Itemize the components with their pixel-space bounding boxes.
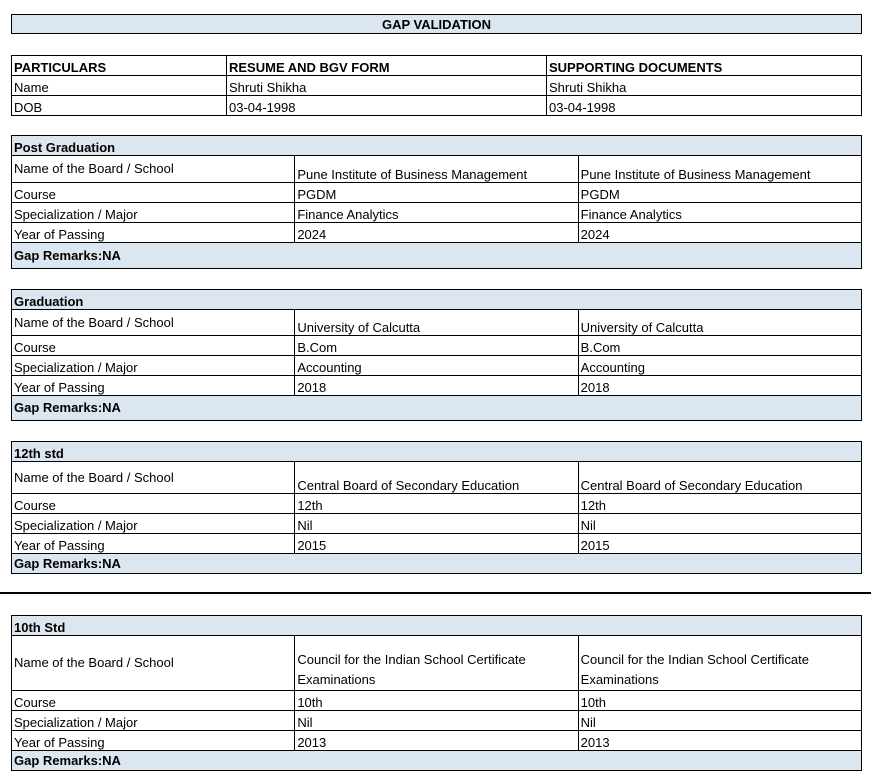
section-12th-std (11, 441, 862, 574)
year-resume: 2013 (295, 731, 578, 751)
table-row (12, 76, 862, 96)
course-docs: 12th (578, 494, 861, 514)
header-particulars: PARTICULARS (12, 56, 227, 76)
year-docs: 2013 (578, 731, 861, 751)
course-label: Course (12, 183, 295, 203)
year-docs: 2024 (578, 223, 861, 243)
year-resume: 2015 (295, 534, 578, 554)
header-row (12, 56, 862, 76)
table-row (12, 534, 862, 554)
dob-resume: 03-04-1998 (227, 96, 547, 116)
table-row (12, 731, 862, 751)
board-label: Name of the Board / School (12, 310, 295, 336)
board-resume: Pune Institute of Business Management (295, 156, 578, 183)
section-heading-row (12, 290, 862, 310)
year-docs: 2015 (578, 534, 861, 554)
section-graduation (11, 289, 862, 421)
gap-remarks-row (12, 243, 862, 269)
spec-label: Specialization / Major (12, 711, 295, 731)
board-resume: Central Board of Secondary Education (295, 462, 578, 494)
section-heading-row (12, 136, 862, 156)
table-row (12, 636, 862, 691)
course-label: Course (12, 336, 295, 356)
table-row (12, 310, 862, 336)
name-resume: Shruti Shikha (227, 76, 547, 96)
spec-label: Specialization / Major (12, 356, 295, 376)
header-resume: RESUME AND BGV FORM (227, 56, 547, 76)
table-row (12, 462, 862, 494)
gap-remarks-row (12, 396, 862, 421)
table-row (12, 336, 862, 356)
gap-remarks: Gap Remarks:NA (12, 751, 862, 771)
spec-docs: Nil (578, 514, 861, 534)
year-label: Year of Passing (12, 223, 295, 243)
year-resume: 2018 (295, 376, 578, 396)
table-row (12, 711, 862, 731)
section-heading: 10th Std (12, 616, 862, 636)
spec-docs: Finance Analytics (578, 203, 861, 223)
section-heading: Post Graduation (12, 136, 862, 156)
name-docs: Shruti Shikha (547, 76, 862, 96)
spec-resume: Finance Analytics (295, 203, 578, 223)
spec-label: Specialization / Major (12, 203, 295, 223)
table-row (12, 203, 862, 223)
course-label: Course (12, 691, 295, 711)
board-docs: Council for the Indian School Certificate Examinations (578, 636, 861, 691)
table-row (12, 691, 862, 711)
page-title: GAP VALIDATION (11, 14, 862, 34)
section-heading: Graduation (12, 290, 862, 310)
table-row (12, 514, 862, 534)
board-resume: Council for the Indian School Certificate Examinations (295, 636, 578, 691)
table-row (12, 356, 862, 376)
year-label: Year of Passing (12, 534, 295, 554)
board-resume: University of Calcutta (295, 310, 578, 336)
course-resume: 12th (295, 494, 578, 514)
name-label: Name (12, 76, 227, 96)
gap-remarks-row (12, 554, 862, 574)
year-label: Year of Passing (12, 376, 295, 396)
table-row (12, 494, 862, 514)
gap-remarks-row (12, 751, 862, 771)
board-docs: University of Calcutta (578, 310, 861, 336)
dob-docs: 03-04-1998 (547, 96, 862, 116)
spec-resume: Nil (295, 711, 578, 731)
spec-docs: Nil (578, 711, 861, 731)
gap-remarks: Gap Remarks:NA (12, 243, 862, 269)
section-post-graduation (11, 135, 862, 269)
course-docs: PGDM (578, 183, 861, 203)
year-docs: 2018 (578, 376, 861, 396)
board-label: Name of the Board / School (12, 636, 295, 691)
section-10th-std (11, 615, 862, 771)
personal-table (11, 55, 862, 116)
year-resume: 2024 (295, 223, 578, 243)
dob-label: DOB (12, 96, 227, 116)
gap-remarks: Gap Remarks:NA (12, 396, 862, 421)
course-resume: 10th (295, 691, 578, 711)
gap-remarks: Gap Remarks:NA (12, 554, 862, 574)
course-docs: B.Com (578, 336, 861, 356)
course-resume: B.Com (295, 336, 578, 356)
page-divider (0, 592, 871, 594)
board-docs: Central Board of Secondary Education (578, 462, 861, 494)
course-label: Course (12, 494, 295, 514)
section-heading-row (12, 616, 862, 636)
table-row (12, 156, 862, 183)
table-row (12, 96, 862, 116)
course-docs: 10th (578, 691, 861, 711)
year-label: Year of Passing (12, 731, 295, 751)
spec-resume: Accounting (295, 356, 578, 376)
spec-docs: Accounting (578, 356, 861, 376)
table-row (12, 183, 862, 203)
course-resume: PGDM (295, 183, 578, 203)
section-heading-row (12, 442, 862, 462)
board-docs: Pune Institute of Business Management (578, 156, 861, 183)
spec-label: Specialization / Major (12, 514, 295, 534)
spec-resume: Nil (295, 514, 578, 534)
board-label: Name of the Board / School (12, 156, 295, 183)
table-row (12, 376, 862, 396)
table-row (12, 223, 862, 243)
header-supporting: SUPPORTING DOCUMENTS (547, 56, 862, 76)
section-heading: 12th std (12, 442, 862, 462)
board-label: Name of the Board / School (12, 462, 295, 494)
